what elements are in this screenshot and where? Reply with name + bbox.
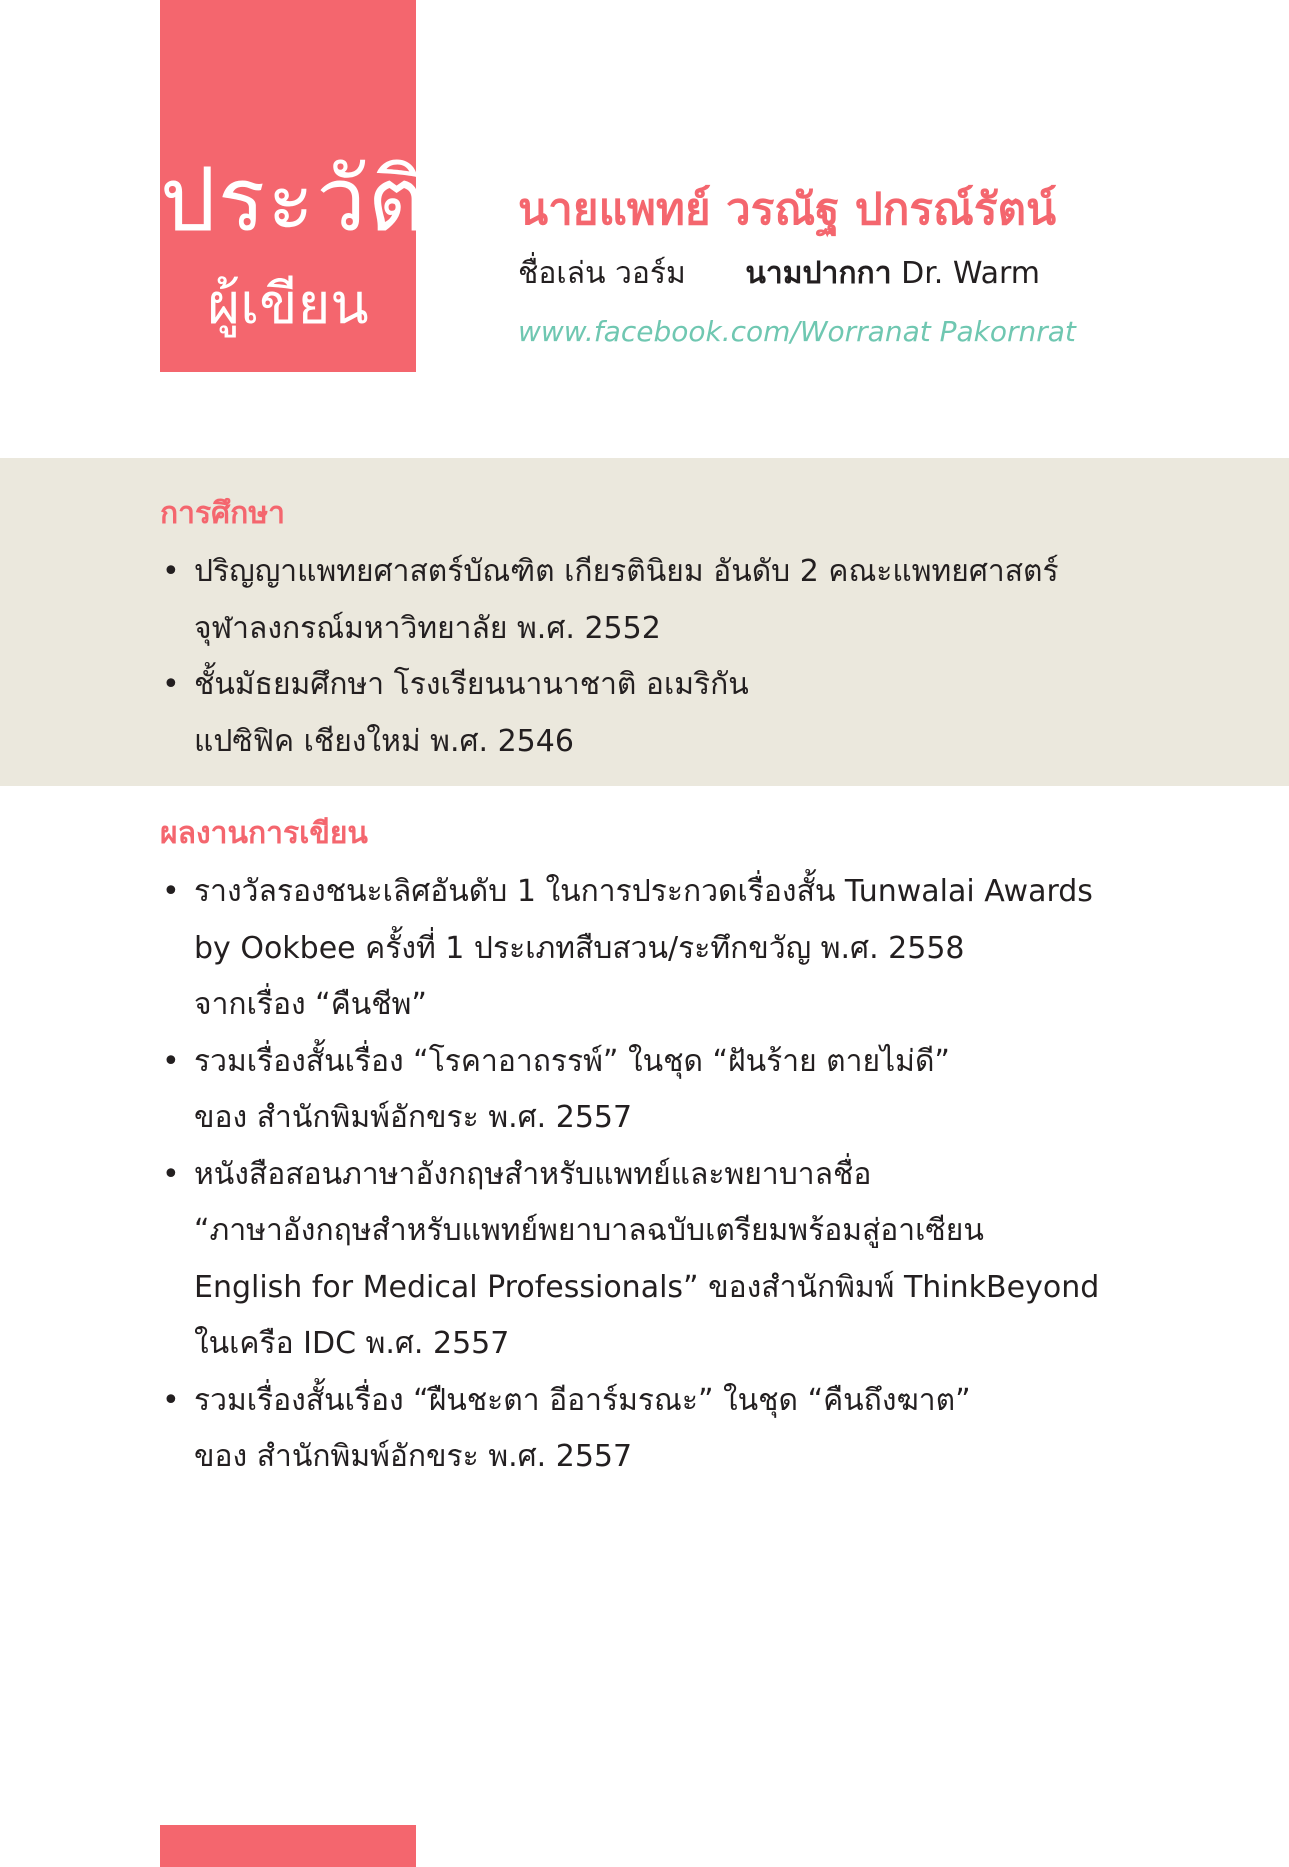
title-block [160,0,427,372]
education-list [160,544,1160,770]
bullet-icon: • [162,1156,180,1192]
works-line: จากเรื่อง “คืนชีพ” [194,987,427,1022]
bullet-icon: • [162,1382,180,1418]
works-line: รวมเรื่องสั้นเรื่อง “โรคาอาถรรพ์” ในชุด “ฝันร้าย ตายไม่ดี” [194,1043,950,1079]
page-title: ประวัติ [160,148,427,251]
education-heading: การศึกษา [160,496,285,531]
works-heading: ผลงานการเขียน [160,816,368,851]
education-line: แปซิฟิค เชียงใหม่ พ.ศ. 2546 [194,723,574,759]
works-list [160,864,1160,1486]
author-nickname-line [518,252,1040,296]
works-line: รางวัลรองชนะเลิศอันดับ 1 ในการประกวดเรื่องสั้น Tunwalai Awards [194,874,1093,909]
works-line: ของ สำนักพิมพ์อักขระ พ.ศ. 2557 [194,1439,633,1474]
facebook-link[interactable]: www.facebook.com/Worranat Pakornrat [518,315,1076,348]
works-item [160,864,1160,1034]
bullet-icon: • [162,874,180,909]
works-line: by Ookbee ครั้งที่ 1 ประเภทสืบสวน/ระทึกขวัญ พ.ศ. 2558 [194,930,965,966]
page-subtitle: ผู้เขียน [207,272,369,337]
works-line: หนังสือสอนภาษาอังกฤษสำหรับแพทย์และพยาบาลชื่อ [194,1156,872,1192]
education-item [160,544,1160,657]
author-name: นายแพทย์ วรณัฐ ปกรณ์รัตน์ [518,184,1057,235]
works-line: ของ สำนักพิมพ์อักขระ พ.ศ. 2557 [194,1100,633,1135]
nickname-label: ชื่อเล่น วอร์ม [518,256,686,291]
works-line: รวมเรื่องสั้นเรื่อง “ฝืนชะตา อีอาร์มรณะ” ในชุด “คืนถึงฆาต” [194,1382,971,1418]
education-item [160,657,1160,770]
works-line: “ภาษาอังกฤษสำหรับแพทย์พยาบาลฉบับเตรียมพร้อมสู่อาเซียน [194,1213,984,1248]
footer-accent-block [160,1825,416,1867]
works-item [160,1147,1160,1373]
bullet-icon: • [162,1043,180,1079]
bullet-icon: • [162,554,180,589]
works-item [160,1373,1160,1486]
works-line: English for Medical Professionals” ของสำนักพิมพ์ ThinkBeyond [194,1269,1100,1305]
bullet-icon: • [162,667,180,702]
education-line: จุฬาลงกรณ์มหาวิทยาลัย พ.ศ. 2552 [194,610,661,646]
works-item [160,1034,1160,1147]
education-line: ปริญญาแพทยศาสตร์บัณฑิต เกียรตินิยม อันดับ 2 คณะแพทยศาสตร์ [194,554,1059,589]
works-line: ในเครือ IDC พ.ศ. 2557 [194,1326,510,1361]
pen-name-label: นามปากกา [745,256,892,291]
pen-name-value: Dr. Warm [901,256,1041,291]
education-line: ชั้นมัธยมศึกษา โรงเรียนนานาชาติ อเมริกัน [194,667,749,702]
